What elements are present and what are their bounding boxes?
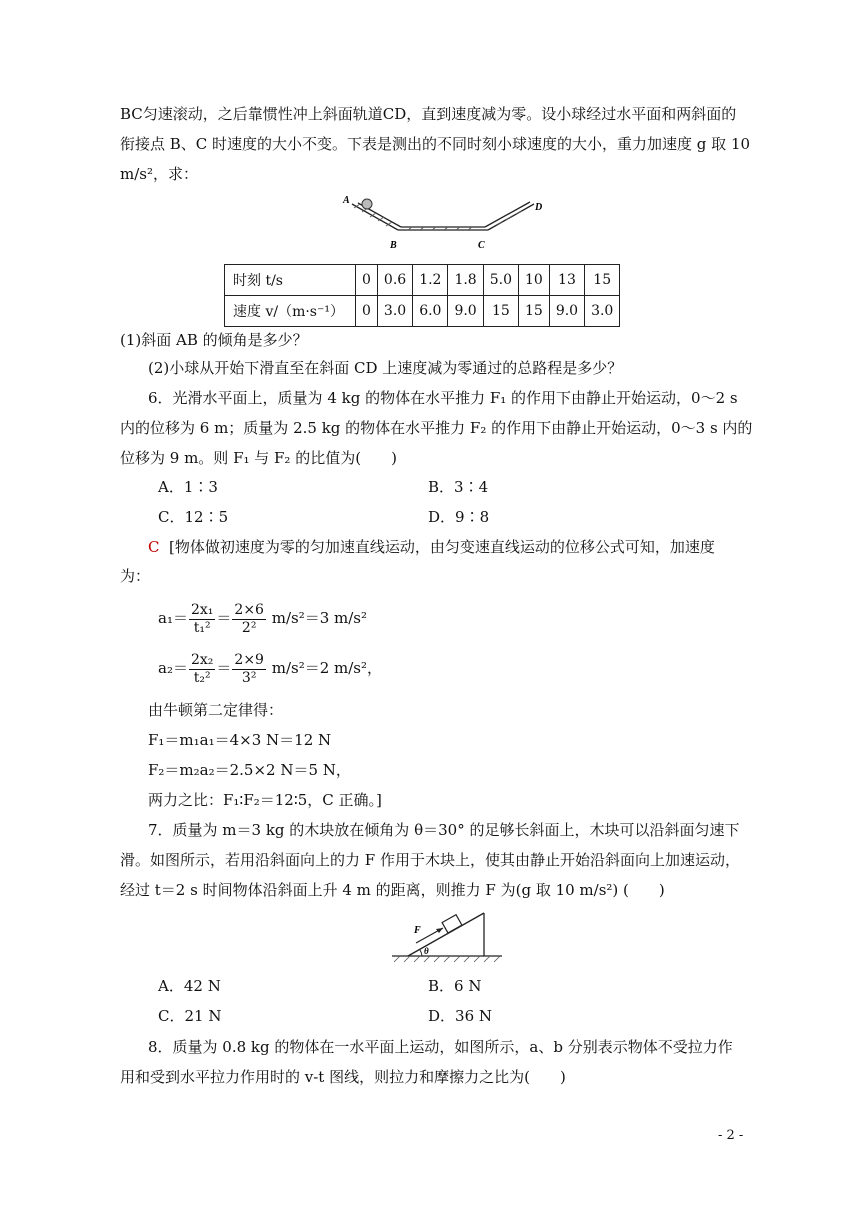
block-icon: [442, 915, 462, 933]
label-d: D: [535, 202, 543, 213]
problem6-line1: 6．光滑水平面上，质量为 4 kg 的物体在水平推力 F₁ 的作用下由静止开始运动，0～2 s: [148, 389, 738, 407]
table-cell: 15: [585, 265, 620, 296]
problem5-sub1: (1)斜面 AB 的倾角是多少？: [120, 331, 308, 349]
problem6-answer: C: [148, 538, 160, 556]
problem8-line1: 8．质量为 0.8 kg 的物体在一水平面上运动，如图所示，a、b 分别表示物体不受拉力作: [148, 1038, 733, 1056]
table-cell: 0: [356, 296, 378, 327]
problem7-option-a: A．42 N: [158, 977, 221, 995]
track-figure: [338, 192, 558, 258]
problem6-solution-line2: 为：: [120, 567, 151, 585]
problem5-intro-line1: BC匀速滚动，之后靠惯性冲上斜面轨道CD，直到速度减为零。设小球经过水平面和两斜面的: [120, 105, 737, 123]
problem7-line2: 滑。如图所示，若用沿斜面向上的力 F 作用于木块上，使其由静止开始沿斜面向上加速运动，: [120, 851, 740, 869]
problem6-line2: 内的位移为 6 m；质量为 2.5 kg 的物体在水平推力 F₂ 的作用下由静止开始运动，0～3 s 内的: [120, 419, 753, 437]
table-cell: 9.0: [448, 296, 483, 327]
problem6-solution-line3: 由牛顿第二定律得：: [148, 701, 284, 719]
fraction-denominator: 2²: [241, 619, 257, 636]
problem7-line3: 经过 t＝2 s 时间物体沿斜面上升 4 m 的距离，则推力 F 为(g 取 10 m/s²) ( ): [120, 881, 665, 899]
fraction-numerator: 2×6: [234, 601, 264, 618]
force-label: F: [414, 925, 421, 936]
angle-label: θ: [424, 946, 429, 956]
fraction: [232, 652, 266, 687]
fraction-denominator: t₂²: [193, 669, 211, 686]
table-cell: 1.8: [448, 265, 483, 296]
fraction-numerator: 2x₂: [190, 651, 214, 668]
table-cell: 5.0: [483, 265, 518, 296]
problem8-line2: 用和受到水平拉力作用时的 v-t 图线，则拉力和摩擦力之比为( ): [120, 1068, 566, 1086]
problem6-option-d: D．9∶8: [428, 508, 490, 526]
formula-a1-rhs: m/s²＝3 m/s²: [266, 609, 368, 627]
table-cell: 10: [518, 265, 549, 296]
equals-sign: ＝: [216, 659, 232, 677]
problem5-intro-line2: 衔接点 B、C 时速度的大小不变。下表是测出的不同时刻小球速度的大小，重力加速度 g 取 10: [120, 135, 751, 153]
fraction: [189, 602, 215, 637]
table-cell: 0: [356, 265, 378, 296]
table-cell: 15: [518, 296, 549, 327]
problem6-solution-text1: [物体做初速度为零的匀加速直线运动，由匀变速直线运动的位移公式可知，加速度: [169, 538, 715, 556]
problem7-line1: 7．质量为 m＝3 kg 的木块放在倾角为 θ＝30° 的足够长斜面上，木块可以沿斜面匀速下: [148, 821, 740, 839]
problem6-solution-line1: [148, 537, 715, 557]
ball-icon: [362, 199, 372, 209]
label-c: C: [478, 240, 485, 251]
fraction: [232, 602, 266, 637]
formula-a1-lhs: a₁＝: [158, 609, 188, 627]
formula-a2: [158, 648, 382, 688]
table-cell: 1.2: [413, 265, 448, 296]
table-cell: 3.0: [585, 296, 620, 327]
table-header-speed: 速度 v/（m·s⁻¹）: [225, 296, 356, 327]
problem7-option-b: B．6 N: [428, 977, 482, 995]
fraction-numerator: 2×9: [234, 651, 264, 668]
table-row-speed: [225, 296, 620, 327]
formula-a1: [158, 598, 367, 638]
table-cell: 6.0: [413, 296, 448, 327]
table-cell: 0.6: [377, 265, 412, 296]
table-cell: 9.0: [549, 296, 584, 327]
table-cell: 15: [483, 296, 518, 327]
problem6-solution-line4: F₁＝m₁a₁＝4×3 N＝12 N: [148, 731, 332, 749]
formula-a2-lhs: a₂＝: [158, 659, 188, 677]
equals-sign: ＝: [216, 609, 232, 627]
table-cell: 13: [549, 265, 584, 296]
fraction-numerator: 2x₁: [190, 601, 214, 618]
table-header-time: 时刻 t/s: [225, 265, 356, 296]
table-cell: 3.0: [377, 296, 412, 327]
problem7-option-c: C．21 N: [158, 1007, 222, 1025]
problem6-solution-line6: 两力之比：F₁∶F₂＝12∶5，C 正确。]: [148, 791, 382, 809]
problem6-option-a: A．1∶3: [158, 478, 218, 496]
problem6-option-b: B．3∶4: [428, 478, 489, 496]
problem5-sub2: (2)小球从开始下滑直至在斜面 CD 上速度减为零通过的总路程是多少？: [148, 359, 623, 377]
incline-figure: [388, 908, 506, 968]
problem5-intro-line3: m/s²，求：: [120, 165, 198, 183]
problem6-line3: 位移为 9 m。则 F₁ 与 F₂ 的比值为( ): [120, 449, 397, 467]
problem6-solution-line5: F₂＝m₂a₂＝2.5×2 N＝5 N，: [148, 761, 351, 779]
problem7-option-d: D．36 N: [428, 1007, 493, 1025]
fraction-denominator: t₁²: [193, 619, 211, 636]
speed-time-table: [224, 264, 620, 327]
page-number: - 2 -: [718, 1128, 744, 1143]
formula-a2-rhs: m/s²＝2 m/s²，: [266, 659, 383, 677]
table-row-time: [225, 265, 620, 296]
fraction: [189, 652, 215, 687]
problem6-option-c: C．12∶5: [158, 508, 229, 526]
label-a: A: [343, 195, 350, 206]
label-b: B: [390, 240, 397, 251]
fraction-denominator: 3²: [241, 669, 257, 686]
